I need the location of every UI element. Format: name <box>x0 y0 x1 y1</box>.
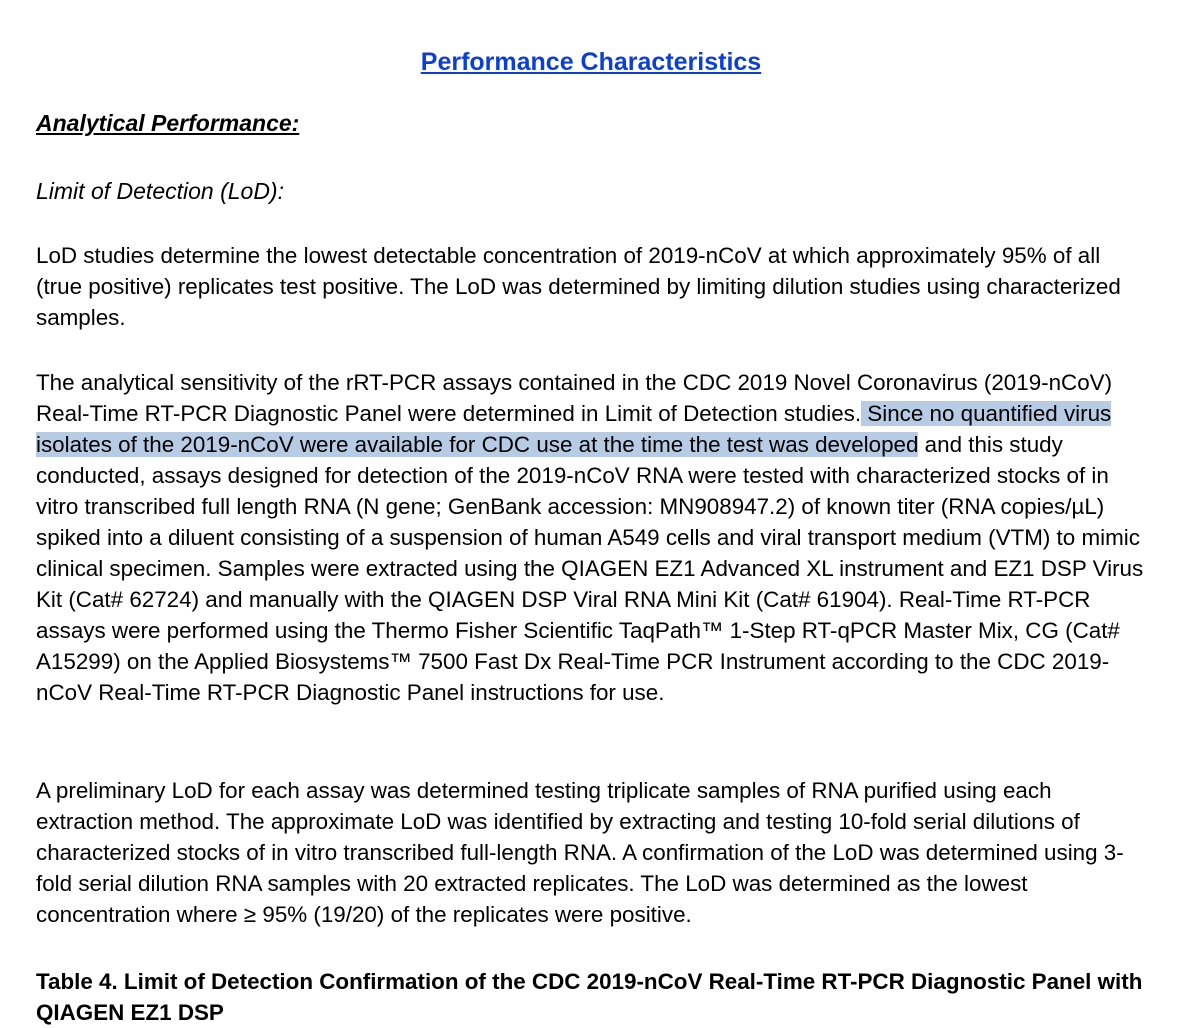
document-title <box>36 46 1146 78</box>
paragraph-lod-definition: LoD studies determine the lowest detectable concentration of 2019-nCoV at which approximately 95% of all (true positive) replicates test positive. The LoD was determined by limiting dilution studies using characterized samples. <box>36 243 1121 330</box>
table-caption: Table 4. Limit of Detection Confirmation of the CDC 2019-nCoV Real-Time RT-PCR Diagnostic Panel with QIAGEN EZ1 DSP <box>36 969 1143 1025</box>
paragraph-analytical-sensitivity <box>36 367 1146 708</box>
title-link[interactable]: Performance Characteristics <box>420 48 762 76</box>
section-heading: Analytical Performance: <box>36 110 300 136</box>
paragraph-text-after-highlight: and this study conducted, assays designed for detection of the 2019-nCoV RNA were tested with characterized stocks of in vitro transcribed full length RNA (N gene; GenBank accession: MN908947.2) of known titer (RNA copies/µL) spiked into a diluent consisting of a suspension of human A549 cells and viral transport medium (VTM) to mimic clinical specimen. Samples were extracted using the QIAGEN EZ1 Advanced XL instrument and EZ1 DSP Virus Kit (Cat# 62724) and manually with the QIAGEN DSP Viral RNA Mini Kit (Cat# 61904). Real-Time RT-PCR assays were performed using the Thermo Fisher Scientific TaqPath™ 1-Step RT-qPCR Master Mix, CG (Cat# A15299) on the Applied Biosystems™ 7500 Fast Dx Real-Time PCR Instrument according to the CDC 2019-nCoV Real-Time RT-PCR Diagnostic Panel instructions for use. <box>36 432 1144 705</box>
subheading-lod: Limit of Detection (LoD): <box>36 178 284 204</box>
text-selection-highlight[interactable]: Since no quantified virus isolates of the 2019-nCoV were available for CDC use at the time the test was developed <box>36 401 1112 457</box>
paragraph-preliminary-lod: A preliminary LoD for each assay was determined testing triplicate samples of RNA purified using each extraction method. The approximate LoD was identified by extracting and testing 10-fold serial dilutions of characterized stocks of in vitro transcribed full-length RNA. A confirmation of the LoD was determined using 3-fold serial dilution RNA samples with 20 extracted replicates. The LoD was determined as the lowest concentration where ≥ 95% (19/20) of the replicates were positive. <box>36 778 1124 927</box>
paragraph-text-before-highlight: The analytical sensitivity of the rRT-PCR assays contained in the CDC 2019 Novel Coronavirus (2019-nCoV) Real-Time RT-PCR Diagnostic Panel were determined in Limit of Detection studies. <box>36 370 1113 426</box>
